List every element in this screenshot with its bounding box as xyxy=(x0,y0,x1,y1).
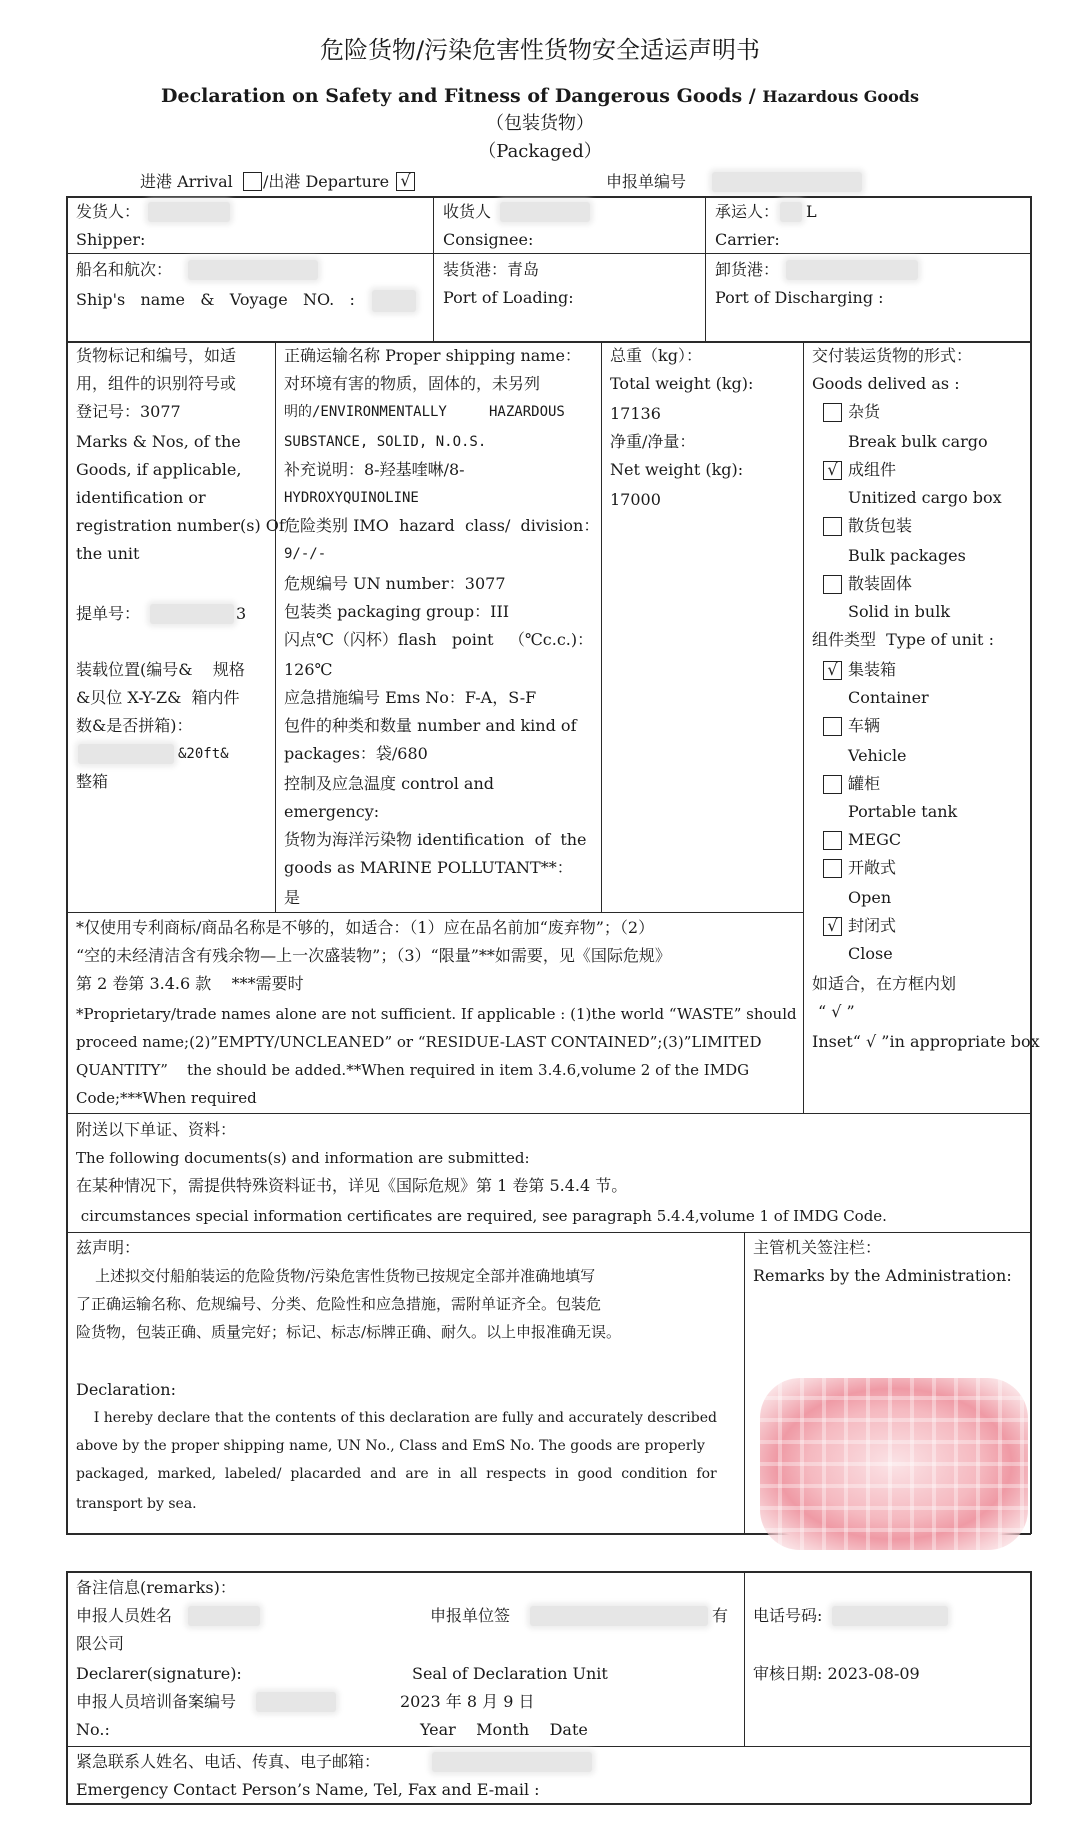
redacted-declaration-no xyxy=(712,172,862,192)
declaration-date: 2023 年 8 月 9 日 xyxy=(400,1692,535,1711)
decl-p2-a: I hereby declare that the contents of this declaration are fully and accurately described xyxy=(76,1410,717,1426)
note-line-3: 第 2 卷第 3.4.6 款 ***需要时 xyxy=(76,974,304,993)
marks-line-7: registration number(s) Of xyxy=(76,516,285,535)
position-line-1: 装载位置(编号& 规格 xyxy=(76,660,245,679)
remarks-label: 备注信息(remarks)： xyxy=(76,1578,236,1597)
divider-v2 xyxy=(705,196,706,342)
divider-v4 xyxy=(601,341,602,912)
opt-unitized-cn: 成组件 xyxy=(848,460,897,479)
bottom-divider-h xyxy=(66,1746,1031,1747)
checkbox-close[interactable]: √ xyxy=(823,917,842,936)
divider-h5 xyxy=(66,1232,1031,1233)
divider-v5 xyxy=(803,341,804,1114)
psn-line-18: 货物为海洋污染物 identification of the xyxy=(284,830,587,849)
unit-seal-tail: 有 xyxy=(712,1606,729,1625)
shipper-en: Shipper: xyxy=(76,230,146,249)
psn-line-11: 闪点℃（闪杯）flash point （℃c.c.)： xyxy=(284,630,594,649)
psn-line-12: 126℃ xyxy=(284,660,333,679)
unit-vehicle-en: Vehicle xyxy=(848,746,907,765)
goods-note-2: “ √ ” xyxy=(818,1002,855,1021)
arrival-checkbox[interactable] xyxy=(243,172,262,191)
decl-p2-d: transport by sea. xyxy=(76,1496,197,1512)
marks-line-1: 货物标记和编号，如适 xyxy=(76,346,237,365)
unit-vehicle-cn: 车辆 xyxy=(848,716,881,735)
emergency-contact-cn: 紧急联系人姓名、电话、传真、电子邮箱： xyxy=(76,1752,381,1771)
bottom-border-left xyxy=(66,1571,68,1804)
admin-remarks-en: Remarks by the Administration: xyxy=(753,1266,1012,1285)
unit-open-cn: 开敞式 xyxy=(848,858,897,877)
checkbox-portable-tank[interactable] xyxy=(823,775,842,794)
note-line-7: Code;***When required xyxy=(76,1089,257,1107)
divider-v6 xyxy=(744,1232,745,1533)
subtitle-cn: （包装货物） xyxy=(486,113,594,134)
divider-h4 xyxy=(66,1113,1031,1114)
bottom-divider-v xyxy=(744,1571,745,1747)
checkbox-break-bulk[interactable] xyxy=(823,403,842,422)
position-line-3: 数&是否拼箱)： xyxy=(76,716,193,735)
psn-line-4: SUBSTANCE, SOLID, N.O.S. xyxy=(284,434,487,450)
loading-en: Port of Loading: xyxy=(443,288,574,307)
psn-line-14: 包件的种类和数量 number and kind of xyxy=(284,716,577,735)
redacted-voyage xyxy=(372,290,416,312)
checkbox-vehicle[interactable] xyxy=(823,717,842,736)
goods-note-3: Inset“ √ ”in appropriate box xyxy=(812,1032,1040,1051)
table-border-top xyxy=(66,196,1031,198)
redacted-shipper xyxy=(148,202,230,222)
redacted-bl xyxy=(150,604,234,624)
psn-line-2: 对环境有害的物质，固体的，未另列 xyxy=(284,374,541,393)
discharge-cn: 卸货港： xyxy=(715,260,780,279)
checkbox-unitized[interactable]: √ xyxy=(823,461,842,480)
docs-line-2: The following documents(s) and information are submitted: xyxy=(76,1149,530,1167)
decl-p1-c: 险货物，包装正确、质量完好；标记、标志/标牌正确、耐久。以上申报准确无误。 xyxy=(76,1323,622,1341)
goods-head-cn: 交付装运货物的形式： xyxy=(812,346,973,365)
bottom-border-right xyxy=(1030,1571,1032,1804)
decl-p2-c: packaged, marked, labeled/ placarded and are in all respects in good condition for xyxy=(76,1466,717,1482)
total-weight-cn: 总重（kg）： xyxy=(610,346,702,365)
departure-label: /出港 Departure xyxy=(263,172,390,191)
ship-cn: 船名和航次： xyxy=(76,260,173,279)
marks-line-5: Goods, if applicable, xyxy=(76,460,242,479)
unit-portable-tank-en: Portable tank xyxy=(848,802,958,821)
psn-line-9: 危规编号 UN number：3077 xyxy=(284,574,506,593)
marks-line-6: identification or xyxy=(76,488,206,507)
marks-line-2: 用，组件的识别符号或 xyxy=(76,374,237,393)
carrier-en: Carrier: xyxy=(715,230,780,249)
opt-break-bulk-en: Break bulk cargo xyxy=(848,432,988,451)
goods-note-1: 如适合，在方框内划 xyxy=(812,974,957,993)
arrival-label: 进港 Arrival xyxy=(140,172,233,191)
psn-line-7: 危险类别 IMO hazard class/ division： xyxy=(284,516,600,535)
checkbox-solid-bulk[interactable] xyxy=(823,575,842,594)
unit-seal-label: 申报单位签 xyxy=(430,1606,511,1625)
checkbox-open[interactable] xyxy=(823,859,842,878)
carrier-cn: 承运人： xyxy=(715,202,780,221)
decl-head-en: Declaration: xyxy=(76,1380,176,1399)
discharge-en: Port of Discharging : xyxy=(715,288,884,307)
opt-break-bulk-cn: 杂货 xyxy=(848,402,881,421)
docs-line-4: circumstances special information certificates are required, see paragraph 5.4.4,volume 1 of IMDG Code. xyxy=(76,1207,887,1225)
company-tail: 限公司 xyxy=(76,1634,125,1653)
declaration-no-label: 申报单编号 xyxy=(606,172,687,191)
divider-v3 xyxy=(275,341,276,912)
decl-head: 兹声明： xyxy=(76,1238,141,1257)
declarer-signature-label: Declarer(signature): xyxy=(76,1664,242,1683)
divider-h1 xyxy=(66,253,1031,254)
phone-label: 电话号码: xyxy=(753,1606,823,1625)
unit-close-en: Close xyxy=(848,944,893,963)
psn-line-3: 明的/ENVIRONMENTALLY HAZARDOUS xyxy=(284,404,565,420)
official-seal-stamp xyxy=(760,1378,1028,1550)
marks-line-8: the unit xyxy=(76,544,140,563)
review-date: 审核日期: 2023-08-09 xyxy=(753,1664,920,1683)
decl-p1-b: 了正确运输名称、危规编号、分类、危险性和应急措施，需附单证齐全。包装危 xyxy=(76,1295,602,1313)
psn-line-13: 应急措施编号 Ems No：F-A，S-F xyxy=(284,688,537,707)
bottom-border-top xyxy=(66,1571,1031,1573)
emergency-contact-en: Emergency Contact Person’s Name, Tel, Fax and E-mail : xyxy=(76,1780,540,1799)
opt-bulk-packages-en: Bulk packages xyxy=(848,546,966,565)
marks-line-3: 登记号：3077 xyxy=(76,402,181,421)
psn-line-10: 包装类 packaging group：III xyxy=(284,602,510,621)
redacted-training-no xyxy=(256,1692,336,1712)
unit-type-head: 组件类型 Type of unit : xyxy=(812,630,994,649)
note-line-6: QUANTITY” the should be added.**When required in item 3.4.6,volume 2 of the IMDG xyxy=(76,1061,750,1079)
unit-portable-tank-cn: 罐柜 xyxy=(848,774,881,793)
departure-checkbox[interactable]: √ xyxy=(396,172,415,191)
unit-container-en: Container xyxy=(848,688,929,707)
psn-line-19: goods as MARINE POLLUTANT**： xyxy=(284,858,573,877)
title-cn: 危险货物/污染危害性货物安全适运声明书 xyxy=(319,36,761,64)
table-border-right xyxy=(1030,196,1032,1534)
redacted-discharge xyxy=(786,260,918,280)
unit-close-cn: 封闭式 xyxy=(848,916,897,935)
redacted-carrier xyxy=(780,202,802,222)
decl-p2-b: above by the proper shipping name, UN No., Class and EmS No. The goods are properly xyxy=(76,1438,705,1454)
consignee-en: Consignee: xyxy=(443,230,534,249)
psn-line-16: 控制及应急温度 control and xyxy=(284,774,494,793)
declarer-name-label: 申报人员姓名 xyxy=(76,1606,173,1625)
marks-line-4: Marks & Nos, of the xyxy=(76,432,241,451)
position-line-5: 整箱 xyxy=(76,772,109,791)
psn-line-15: packages：袋/680 xyxy=(284,744,428,763)
no-label: No.: xyxy=(76,1720,110,1739)
opt-solid-bulk-cn: 散装固体 xyxy=(848,574,913,593)
unit-megc: MEGC xyxy=(848,830,902,849)
redacted-emergency-contact xyxy=(432,1752,592,1772)
psn-line-8: 9/-/- xyxy=(284,546,327,562)
checkbox-bulk-packages[interactable] xyxy=(823,517,842,536)
note-line-1: *仅使用专利商标/商品名称是不够的，如适合：（1）应在品名前加“废弃物”；（2） xyxy=(76,918,655,937)
net-weight-en: Net weight (kg): xyxy=(610,460,744,479)
psn-line-6: HYDROXYQUINOLINE xyxy=(284,490,419,506)
goods-head-en: Goods delived as : xyxy=(812,374,960,393)
title-en xyxy=(0,82,1080,111)
total-weight-en: Total weight (kg): xyxy=(610,374,754,393)
docs-line-3: 在某种情况下，需提供特殊资料证书，详见《国际危规》第 1 卷第 5.4.4 节。 xyxy=(76,1176,628,1195)
note-line-5: proceed name;(2)”EMPTY/UNCLEANED” or “RESIDUE-LAST CONTAINED”;(3)”LIMITED xyxy=(76,1033,762,1051)
bl-label: 提单号： xyxy=(76,604,141,623)
note-line-2: “空的未经清洁含有残余物—上一次盛装物”；（3）“限量”**如需要，见《国际危规》 xyxy=(76,946,671,965)
admin-remarks-cn: 主管机关签注栏： xyxy=(753,1238,882,1257)
opt-bulk-packages-cn: 散货包装 xyxy=(848,516,913,535)
note-line-4: *Proprietary/trade names alone are not sufficient. If applicable : (1)the world “WASTE” should xyxy=(76,1005,797,1023)
psn-line-1: 正确运输名称 Proper shipping name： xyxy=(284,346,581,365)
psn-line-5: 补充说明：8-羟基喹啉/8- xyxy=(284,460,465,479)
title-en-tail: Hazardous Goods xyxy=(762,87,919,106)
seal-unit-label: Seal of Declaration Unit xyxy=(412,1664,608,1683)
title-en-main: Declaration on Safety and Fitness of Dangerous Goods / xyxy=(161,85,763,107)
table-border-left xyxy=(66,196,68,1534)
redacted-ship xyxy=(188,260,318,280)
redacted-declarer-name xyxy=(188,1606,260,1626)
opt-unitized-en: Unitized cargo box xyxy=(848,488,1002,507)
unit-open-en: Open xyxy=(848,888,892,907)
training-no-label: 申报人员培训备案编号 xyxy=(76,1692,237,1711)
net-weight-cn: 净重/净量： xyxy=(610,432,696,451)
psn-line-17: emergency: xyxy=(284,802,380,821)
redacted-container-no xyxy=(78,744,174,764)
total-weight-value: 17136 xyxy=(610,404,661,423)
checkbox-container[interactable]: √ xyxy=(823,661,842,680)
redacted-consignee xyxy=(500,202,590,222)
redacted-phone xyxy=(832,1606,948,1626)
net-weight-value: 17000 xyxy=(610,490,661,509)
opt-solid-bulk-en: Solid in bulk xyxy=(848,602,951,621)
checkbox-megc[interactable] xyxy=(823,831,842,850)
divider-h3 xyxy=(66,912,804,913)
redacted-company xyxy=(530,1606,708,1626)
subtitle-en: （Packaged） xyxy=(478,141,602,162)
ship-en: Ship's name & Voyage NO. : xyxy=(76,290,355,309)
carrier-tail: L xyxy=(806,202,817,221)
bl-tail: 3 xyxy=(236,604,247,623)
divider-v1 xyxy=(433,196,434,342)
psn-line-20: 是 xyxy=(284,888,301,907)
position-line-4: &20ft& xyxy=(178,746,229,762)
position-line-2: &贝位 X-Y-Z& 箱内件 xyxy=(76,688,240,707)
docs-line-1: 附送以下单证、资料： xyxy=(76,1120,237,1139)
unit-container-cn: 集装箱 xyxy=(848,660,897,679)
consignee-cn: 收货人 xyxy=(443,202,492,221)
loading-cn: 装货港：青岛 xyxy=(443,260,540,279)
decl-p1-a: 上述拟交付船舶装运的危险货物/污染危害性货物已按规定全部并准确地填写 xyxy=(76,1267,596,1285)
shipper-cn: 发货人： xyxy=(76,202,141,221)
year-month-date: Year Month Date xyxy=(420,1720,588,1739)
